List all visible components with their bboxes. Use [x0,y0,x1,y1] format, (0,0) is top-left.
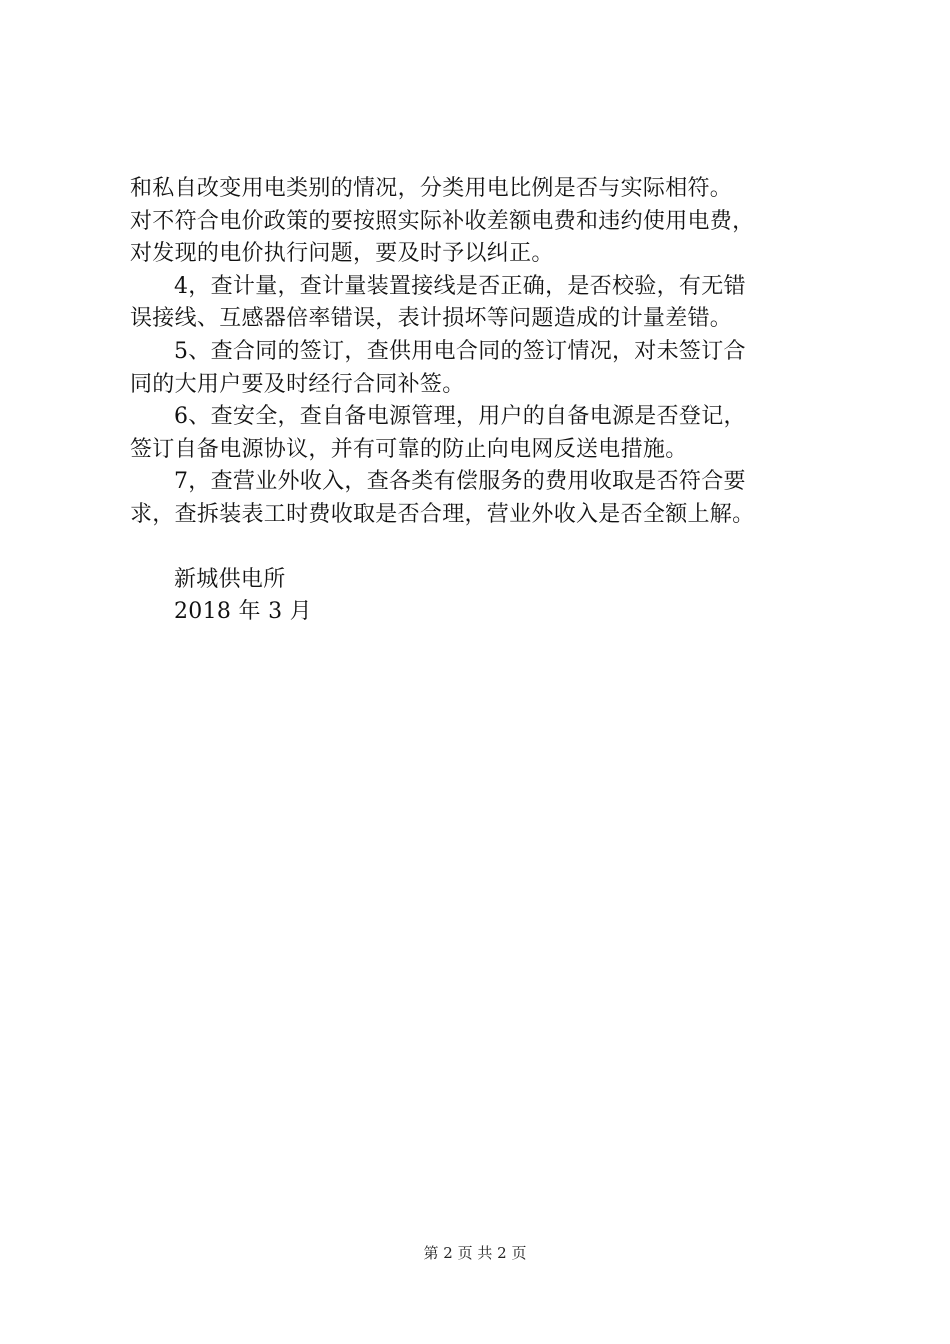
signature-date: 2018 年 3 月 [174,599,312,625]
paragraph-line: 和私自改变用电类别的情况，分类用电比例是否与实际相符。 [130,176,733,201]
document-body [130,173,850,629]
paragraph-line: 7，查营业外收入，查各类有偿服务的费用收取是否符合要 [174,469,746,495]
paragraph-line: 签订自备电源协议，并有可靠的防止向电网反送电措施。 [130,436,688,462]
paragraph-line: 5、查合同的签订，查供用电合同的签订情况，对未签订合 [174,338,746,364]
page-number-footer: 第 2 页 共 2 页 [423,1244,527,1262]
paragraph-line: 求，查拆装表工时费收取是否合理，营业外收入是否全额上解。 [130,501,755,527]
paragraph-line: 6、查安全，查自备电源管理，用户的自备电源是否登记， [174,404,746,430]
signature-organization: 新城供电所 [174,566,286,592]
paragraph-line: 对不符合电价政策的要按照实际补收差额电费和违约使用电费， [130,208,755,234]
paragraph-line: 同的大用户要及时经行合同补签。 [130,371,465,397]
paragraph-line: 误接线、互感器倍率错误，表计损坏等问题造成的计量差错。 [130,306,733,332]
paragraph-spacer [130,532,850,564]
paragraph-line: 4，查计量，查计量装置接线是否正确，是否校验，有无错 [174,273,746,299]
paragraph-line: 对发现的电价执行问题，要及时予以纠正。 [130,241,554,267]
